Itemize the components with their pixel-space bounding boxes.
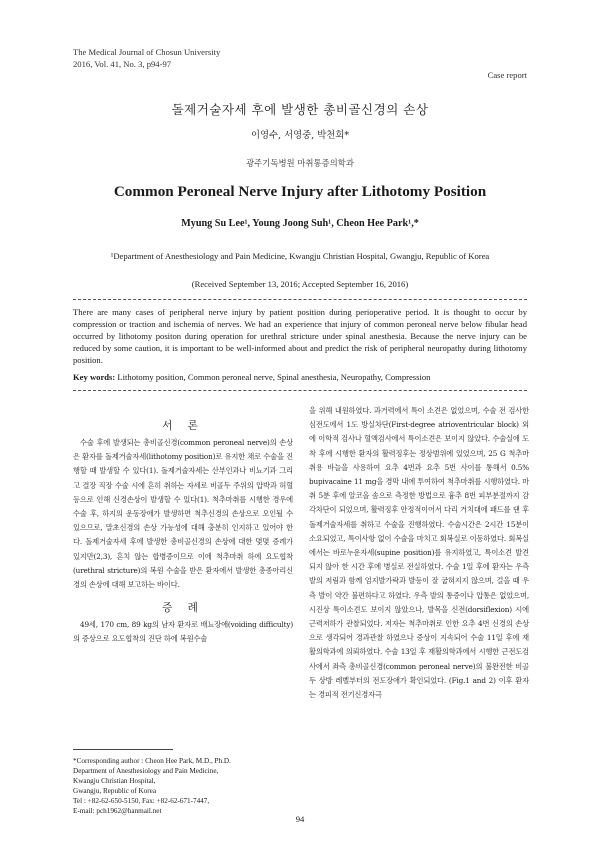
intro-paragraph: 수술 후에 발생되는 총비골신경(common peroneal nerve)의 손상은 환자를 돌제거술자세(lithotomy position)로 유지한 채로 수술을 진행할 때 발생할 수 있다(1). 돌제거술자세는 산부인과나 비뇨기과 그리고 결장 직장 수술 시에 흔히 취하는 자세로 비골두 주위의 압박과 허혈 등으로 인해 신경손상이 발생할 수 있다(1). 척추마취를 시행한 경우에 수술 후, 하지의 운동장애가 발생하면 척추신경의 손상으로 오인될 수 있으므로, 말초신경의 손상 가능성에 대해 충분히 인지하고 있어야 한다. 돌제거술자세 후에 발생한 총비골신경의 손상에 대한 몇몇 증례가 있지만(2,3), 흔치 않는 합병증이므로 이에 척추마취 하에 요도협착(urethral stricture)의 복원 수술을 받은 환자에서 발생한 총종아리신경의 손상에 대해 보고하는 바이다. [73,438,293,590]
footnote-line: Tel : +82-62-650-5150, Fax: +82-62-671-7447, [73,797,210,805]
english-authors: Myung Su Lee¹, Young Joong Suh¹, Cheon Hee Park¹,* [181,218,419,229]
footnote-line: *Corresponding author : Cheon Hee Park, M.D., Ph.D. [73,757,231,765]
right-column [309,404,529,702]
article-type: Case report [487,70,527,80]
keywords-list: Lithotomy position, Common peroneal nerve, Spinal anesthesia, Neuropathy, Compression [115,372,431,382]
case-paragraph-start: 49세, 170 cm, 89 kg의 남자 환자로 배뇨장애(voiding difficulty)의 증상으로 요도협착의 진단 하에 복원수술 [73,620,293,644]
journal-volume: 2016, Vol. 41, No. 3, p94-97 [73,58,172,69]
journal-name: The Medical Journal of Chosun University [73,47,221,57]
footnote-email: E-mail: pch1962@hanmail.net [73,807,162,815]
case-heading: 증 례 [162,602,204,615]
korean-affiliation: 광주기독병원 마취통증의학과 [246,158,354,168]
abstract-top-divider [73,299,527,300]
keywords [73,371,527,383]
english-affiliation: ¹Department of Anesthesiology and Pain Medicine, Kwangju Christian Hospital, Gwangju, Republic of Korea [110,251,490,261]
footnote-line: Department of Anesthesiology and Pain Medicine, [73,767,219,775]
intro-heading: 서 론 [162,420,204,432]
page-number: 94 [295,814,305,824]
abstract-text: There are many cases of peripheral nerve injury by patient position during perioperative period. It is thought to occur by compression or traction and ischemia of nerves. We had an experience that injury of common peroneal nerve below fibular head occurred by lithotomy positon during operation for urethral stricture under spinal anesthesia. Because the nerve injury can be reduced by some caution, it is important to be well-informed about and predict the risk of peripheral neuropathy during lithotomy position. [73,307,527,365]
footnote-line: Kwangju Christian Hospital, [73,777,156,785]
english-title: Common Peroneal Nerve Injury after Lithotomy Position [113,183,487,200]
footnote-rule [73,749,173,750]
keywords-label: Key words: [73,372,116,382]
received-dates: (Received September 13, 2016; Accepted September 16, 2016) [191,279,409,289]
abstract-bottom-divider [73,390,527,391]
left-column [73,418,293,647]
journal-header [73,47,220,70]
footnote-line: Gwangju, Republic of Korea [73,787,157,795]
korean-authors: 이영수, 서영중, 박천희* [250,130,350,141]
korean-title: 돌제거술자세 후에 발생한 총비골신경의 손상 [171,102,429,117]
corresponding-author-footnote [73,756,293,816]
case-paragraph-continued: 을 위해 내원하였다. 과거력에서 특이 소견은 없었으며, 수술 전 검사한 심전도에서 1도 방실차단(First-degree atrioventricular block) 외에 이학적 검사나 혈액검사에서 특이소견은 보이지 않았다. 수술실에 도착 후에 시행한 환자의 활력징후는 정상범위에 있었으며, 25 G 척추마취용 바늘을 사용하여 요추 4번과 요추 5번 사이를 통해서 0.5% bupivacaine 11 mg을 경막 내에 투여하여 척추마취를 시행하였다. 마취 5분 후에 알코올 솜으로 측정한 방법으로 흉추 8번 피부분절까지 감각차단이 되었으며, 활력징후 안정적이어서 다리 거치대에 패드를 댄 후 돌제거술자세를 취하고 수술을 진행하였다. 수술시간은 2시간 15분이 소요되었고, 특이사항 없이 수술을 마치고 회복실로 이동하였다. 회복실에서는 바로누운자세(supine position)를 유지하였고, 특이소견 발견되지 않아 한 시간 후에 병실로 전실하였다. 수술 1일 후에 환자는 우측 발의 저림과 함께 엄지발가락과 발등이 잘 굽혀지지 않으며, 걸을 때 우측 발이 약간 불편하다고 하였다. 우측 발의 통증이나 압통은 없었으며, 시진상 특이소견도 보이지 않았으나, 발목을 신전(dorsiflexion) 시에 근력저하가 관찰되었다. 저자는 척추마취로 인한 요추 4번 신경의 손상으로 생각되어 경과관찰 하였으나 증상이 지속되어 수술 11일 후에 재활의학과에 의뢰하였다. 수술 13일 후 재활의학과에서 시행한 근전도검사에서 좌측 총비골신경(common peroneal nerve)의 불완전한 비골두 상방 레벨부터의 전도장애가 확인되었다. (Fig.1 and 2) 이후 환자는 경피적 전기신경자극 [309,406,529,700]
